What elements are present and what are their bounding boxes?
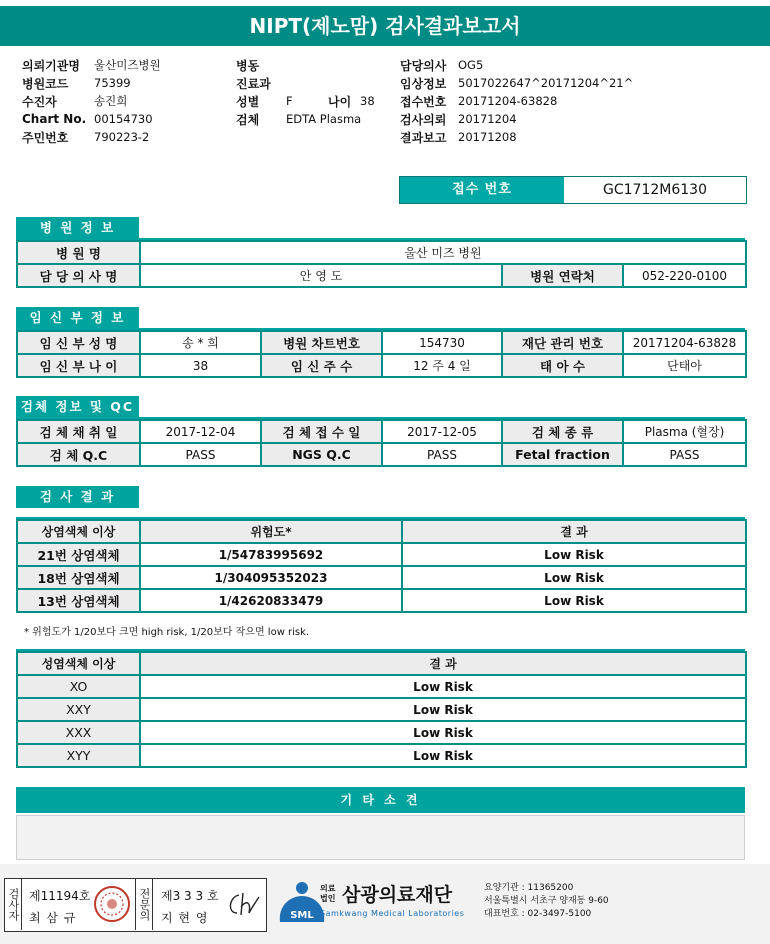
section-test-results: 검 사 결 과 — [16, 486, 139, 508]
header-field: 성별 F 나이 38 — [236, 94, 375, 109]
table-row: 21번 상염색체 1/54783995692 Low Risk — [17, 543, 746, 566]
doctor-name-value: 안 영 도 — [140, 264, 502, 287]
doctor-name-label: 담 당 의 사 명 — [17, 264, 140, 287]
header-field: 담당의사 OG5 — [400, 58, 484, 73]
table-row: 13번 상염색체 1/42620833479 Low Risk — [17, 589, 746, 612]
header-column-1 — [22, 56, 161, 146]
table-row: XYY Low Risk — [17, 744, 746, 767]
receipt-number-box — [399, 176, 747, 204]
specialist-vertical-label: 전문의 — [135, 879, 153, 930]
header-field: 의뢰기관명 울산미즈병원 — [22, 58, 161, 73]
table-row: 검 체 채 취 일 2017-12-04 검 체 접 수 일 2017-12-05 검 체 종 류 Plasma (혈장) — [17, 420, 746, 443]
section-hospital-info: 병 원 정 보 — [16, 217, 139, 239]
svg-text:SML: SML — [290, 910, 314, 921]
seal-stamp-icon — [93, 885, 131, 923]
header-field: 수진자 송진희 — [22, 94, 128, 109]
specialist-name: 지 현 영 — [161, 911, 209, 925]
hospital-contact-value: 052-220-0100 — [623, 264, 746, 287]
table-row: 검 체 Q.C PASS NGS Q.C PASS Fetal fraction PASS — [17, 443, 746, 466]
hospital-name-label: 병 원 명 — [17, 241, 140, 264]
header-field: Chart No. 00154730 — [22, 112, 153, 126]
sex-chromosome-results-table — [16, 651, 747, 768]
table-row: XO Low Risk — [17, 675, 746, 698]
receipt-number-value: GC1712M6130 — [603, 182, 707, 198]
tester-name: 최 삼 규 — [29, 911, 77, 925]
age-label: 나이 — [328, 94, 352, 109]
receipt-number-label: 접수 번호 — [400, 177, 564, 203]
table-header-row: 상염색체 이상 위험도* 결 과 — [17, 520, 746, 543]
table-row — [17, 241, 746, 264]
table-row: 임 신 부 성 명 송 * 희 병원 차트번호 154730 재단 관리 번호 20171204-63828 — [17, 331, 746, 354]
table-row: XXY Low Risk — [17, 698, 746, 721]
signature-box — [4, 878, 267, 932]
specialist-license-number: 제3 3 3 호 — [161, 889, 219, 903]
header-field: 검체 EDTA Plasma — [236, 112, 362, 127]
header-field: 접수번호 20171204-63828 — [400, 94, 558, 109]
org-name: 삼광의료재단 — [342, 884, 453, 906]
org-english-name: Samkwang Medical Laboratories — [320, 909, 465, 918]
table-row: 18번 상염색체 1/304095352023 Low Risk — [17, 566, 746, 589]
section-pregnant-info: 임 신 부 정 보 — [16, 307, 139, 329]
hospital-contact-label: 병원 연락처 — [502, 264, 623, 287]
table-row: 임 신 부 나 이 38 임 신 주 수 12 주 4 일 태 아 수 단태아 — [17, 354, 746, 377]
hospital-name-value: 울산 미즈 병원 — [140, 241, 746, 264]
header-field: 주민번호 790223-2 — [22, 130, 150, 145]
other-findings-body — [16, 815, 745, 860]
header-column-2 — [236, 56, 375, 128]
table-row — [17, 264, 746, 287]
org-contact-info: 요양기관 : 11365200 서울특별시 서초구 양재동 9-60 대표번호 : 02-3497-5100 — [484, 883, 609, 919]
tester-vertical-label: 검사자 — [5, 879, 22, 930]
header-field: 진료과 — [236, 76, 271, 91]
table-row: XXX Low Risk — [17, 721, 746, 744]
header-field: 병동 — [236, 58, 260, 73]
header-column-3 — [400, 56, 633, 146]
header-field: 병원코드 75399 — [22, 76, 131, 91]
header-field: 검사의뢰 20171204 — [400, 112, 517, 127]
age-value: 38 — [360, 94, 375, 108]
specimen-qc-table — [16, 419, 747, 467]
hospital-info-table — [16, 240, 747, 288]
header-field: 결과보고 20171208 — [400, 130, 517, 145]
table-header-row: 성염색체 이상 결 과 — [17, 652, 746, 675]
autosome-results-table — [16, 519, 747, 613]
tester-license-number: 제11194호 — [29, 889, 91, 903]
section-specimen-qc: 검체 정보 및 QC — [16, 396, 139, 418]
report-title: NIPT(제노맘) 검사결과보고서 — [0, 6, 770, 46]
risk-footnote: * 위험도가 1/20보다 크면 high risk, 1/20보다 작으면 low risk. — [24, 627, 310, 638]
header-field: 임상정보 5017022647^20171204^21^ — [400, 76, 634, 91]
pregnant-info-table — [16, 330, 747, 378]
signature-icon — [225, 889, 261, 921]
org-type-label: 의료 법인 — [320, 884, 336, 903]
other-findings-title: 기 타 소 견 — [16, 787, 745, 813]
